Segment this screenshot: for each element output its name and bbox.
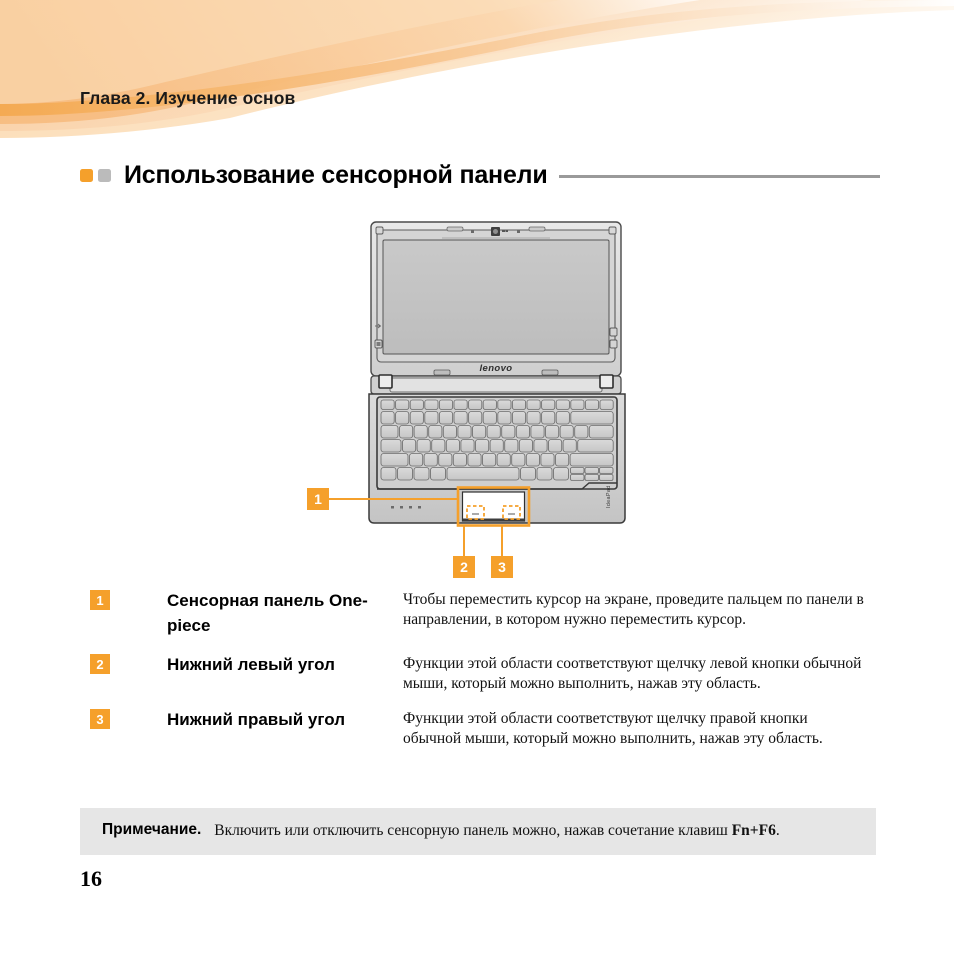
page-number: 16 (80, 866, 102, 891)
laptop-illustration (357, 218, 637, 538)
description-row-3 (90, 707, 868, 748)
note-text-before: Включить или отключить сенсорную панель можно, нажав сочетание клавиш (214, 822, 732, 839)
note-key-combo: Fn+F6 (731, 822, 776, 839)
callout-badge-1: 1 (307, 488, 329, 510)
svg-text:IdeaPad: IdeaPad (606, 485, 612, 508)
note-body (214, 820, 862, 841)
description-label-2: Нижний левый угол (167, 655, 335, 674)
bullet-orange-icon (80, 169, 93, 182)
description-text-2: Функции этой области соответствуют щелчку левой кнопки обычной мыши, который можно выполнить, нажав эту область. (403, 655, 862, 692)
callout-badge-3: 3 (491, 556, 513, 578)
callout-leader-3 (501, 525, 503, 556)
section-heading (80, 158, 880, 192)
description-row-2 (90, 652, 868, 693)
header-banner (0, 0, 954, 140)
callout-leader-2 (463, 525, 465, 556)
description-label-1: Сенсорная панель One-piece (167, 591, 368, 635)
svg-text:lenovo: lenovo (479, 363, 513, 374)
callout-leader-1 (329, 498, 458, 500)
description-badge-2: 2 (90, 654, 110, 674)
note-text-after: . (775, 822, 780, 839)
description-badge-1: 1 (90, 590, 110, 610)
description-label-3: Нижний правый угол (167, 710, 345, 729)
note-label: Примечание. (102, 821, 202, 838)
description-table (90, 588, 868, 762)
page-title: Использование сенсорной панели (124, 160, 548, 189)
bullet-gray-icon (98, 169, 111, 182)
note-box (80, 808, 876, 855)
description-text-3: Функции этой области соответствуют щелчку правой кнопки обычной мыши, который можно выполнить, нажав эту область. (403, 710, 823, 747)
callout-badge-2: 2 (453, 556, 475, 578)
description-badge-3: 3 (90, 709, 110, 729)
description-row-1 (90, 588, 868, 638)
description-text-1: Чтобы переместить курсор на экране, проведите пальцем по панели в направлении, в котором нужно переместить курсор. (403, 591, 864, 628)
heading-rule (559, 175, 880, 178)
chapter-title: Глава 2. Изучение основ (80, 88, 296, 108)
